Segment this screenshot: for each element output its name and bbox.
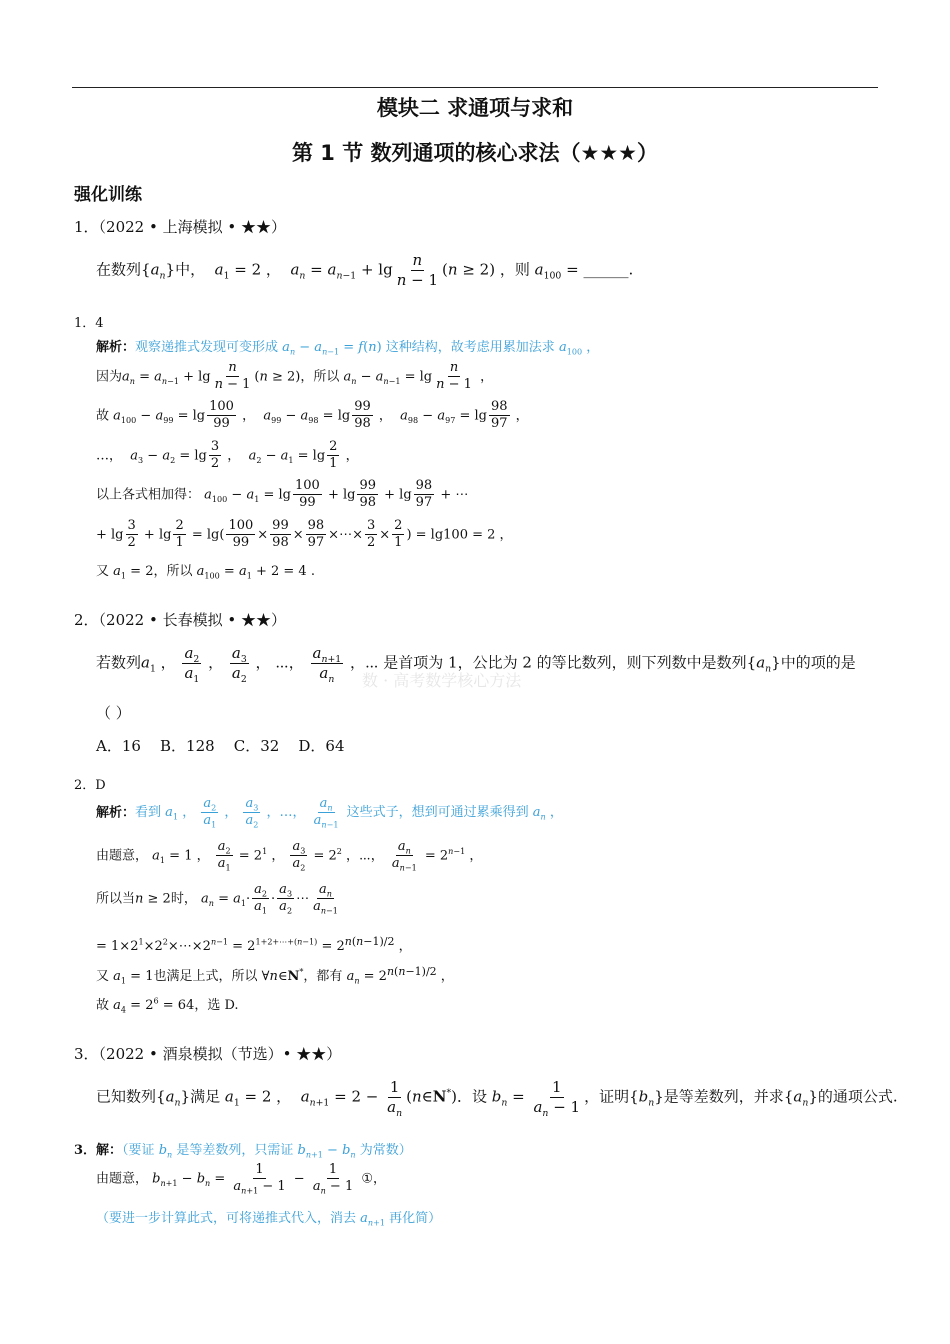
- problem-1-step-1: 因为$a_n = a_{n-1} + \lg$ $\frac{n}{n - 1}$ (n ≥ 2)，所以 $a_n - a_{n-1} = \lg$ $\frac{n}{n - 1}$ ，: [96, 360, 494, 393]
- problem-1-step-4: 以上各式相加得： $a_{100} - a_1 = \lg$ $\frac{100}{99}$ + lg $\frac{99}{98}$ + lg $\frac{98}{97}$ + ⋯: [96, 478, 469, 511]
- problem-2-step-3: = $1\times 2^1\times 2^2\times\cdots\times 2^{n-1} = 2^{1+2+\cdots+(n-1)} = 2^{n(n-1)/2}$ ，: [96, 934, 412, 954]
- problem-3-step-1: 由题意， $b_{n+1} - b_n$ = $\frac{1}{a_{n+1} - 1}$ − $\frac{1}{a_n - 1}$ ①，: [96, 1162, 387, 1196]
- problem-2-answer: 2．D: [74, 778, 106, 793]
- problem-2-step-5: 故 $a_4 = 2^6 = 64$，选 D.: [96, 996, 239, 1015]
- problem-3-stem: 已知数列$\{a_n\}$满足 $a_1 = 2$ ， $a_{n+1} = 2$ − $\frac{1}{a_n}$ (n∈N*)．设 $b_n$ = $\frac{1}{a_n - 1}$ ，证明$\{b_n\}$是等差数列，并求$\{a_n\}$的通项公式.: [96, 1078, 898, 1119]
- problem-3-answer: 3．解：（要证 $b_n$ 是等差数列，只需证 $b_{n+1} - b_n$ 为常数）: [74, 1143, 412, 1160]
- option-a: A．16: [96, 737, 141, 755]
- problem-2-step-4: 又 $a_1 = 1$也满足上式，所以 ∀n∈N*，都有 $a_n = 2^{n(n-1)/2}$ ，: [96, 964, 454, 986]
- problem-2-stem: 若数列$a_1$ ， $\frac{a_2}{a_1}$ ， $\frac{a_3}{a_2}$ ， ⋯， $\frac{a_{n+1}}{a_n}$ ，⋯ 是首项为 1，公比为 2 的等比数列，则下列数中是数列$\{a_n\}$中的项的是: [96, 644, 856, 685]
- problem-1-answer: 1．4: [74, 316, 104, 331]
- problem-2-options: [96, 735, 345, 756]
- problem-1-step-5: + lg $\frac{3}{2}$ + lg $\frac{2}{1}$ = lg( $\frac{100}{99}$ × $\frac{99}{98}$ × $\frac{98}{97}$ ×⋯× $\frac{3}{2}$ × $\frac{2}{1}$ ) = lg100 = 2 ，: [96, 518, 513, 551]
- problem-1-stem: 在数列$\{a_n\}$中， $a_1 = 2$ ， $a_n = a_{n-1} + \lg$ $\frac{n}{n - 1}$ (n ≥ 2) ，则 $a_{100}$ = ______.: [96, 251, 634, 289]
- section-title: 第 1 节 数列通项的核心求法（★★★）: [291, 141, 659, 165]
- problem-2-analysis-hint: 解析：看到 $a_1$ ， $\frac{a_2}{a_1}$ ， $\frac{a_3}{a_2}$ ，…， $\frac{a_n}{a_{n-1}}$ 这些式子，想到可通过累乘得到 $a_n$ ，: [96, 796, 563, 830]
- option-d: D．64: [298, 737, 345, 755]
- problem-3-header: 3．（2022 • 酒泉模拟（节选）• ★★）: [74, 1045, 342, 1063]
- problem-1-step-2: 故 $a_{100} - a_{99} = \lg$ $\frac{100}{99}$ ， $a_{99} - a_{98} = \lg$ $\frac{99}{98}$ ， $a_{98} - a_{97} = \lg$ $\frac{98}{97}$ ，: [96, 399, 529, 432]
- problem-1-analysis-hint: 解析：观察递推式发现可变形成 $a_n - a_{n-1} = f(n)$ 这种结构，故考虑用累加法求 $a_{100}$ ，: [96, 340, 600, 357]
- option-c: C．32: [233, 737, 280, 755]
- subsection-title: 强化训练: [74, 185, 142, 205]
- problem-1-header: 1．（2022 • 上海模拟 • ★★）: [74, 218, 286, 236]
- watermark: 数 · 高考数学核心方法: [362, 671, 522, 690]
- problem-2-header: 2．（2022 • 长春模拟 • ★★）: [74, 611, 286, 629]
- option-b: B．128: [160, 737, 215, 755]
- problem-2-paren: （ ）: [96, 704, 131, 722]
- problem-2-step-1: 由题意， $a_1 = 1$ ， $\frac{a_2}{a_1}$ = $2^1$ ， $\frac{a_3}{a_2}$ = $2^2$ ，⋯， $\frac{a_n}{a_{n-1}}$ = $2^{n-1}$ ，: [96, 839, 483, 873]
- module-title: 模块二 求通项与求和: [376, 96, 574, 120]
- top-rule: [72, 87, 878, 88]
- problem-2-step-2: 所以当n ≥ 2时， $a_n = a_1\cdot$ $\frac{a_2}{a_1}$ · $\frac{a_3}{a_2}$ ⋯ $\frac{a_n}{a_{n-1}}$: [96, 882, 338, 916]
- problem-1-step-6: 又 $a_1 = 2$，所以 $a_{100} = a_1 + 2 = 4$ .: [96, 564, 315, 581]
- problem-1-step-3: …， $a_3 - a_2 = \lg$ $\frac{3}{2}$ ， $a_2 - a_1 = \lg$ $\frac{2}{1}$ ，: [96, 439, 359, 472]
- problem-3-hint-2: （要进一步计算此式，可将递推式代入，消去 $a_{n+1}$ 再化简）: [96, 1211, 442, 1228]
